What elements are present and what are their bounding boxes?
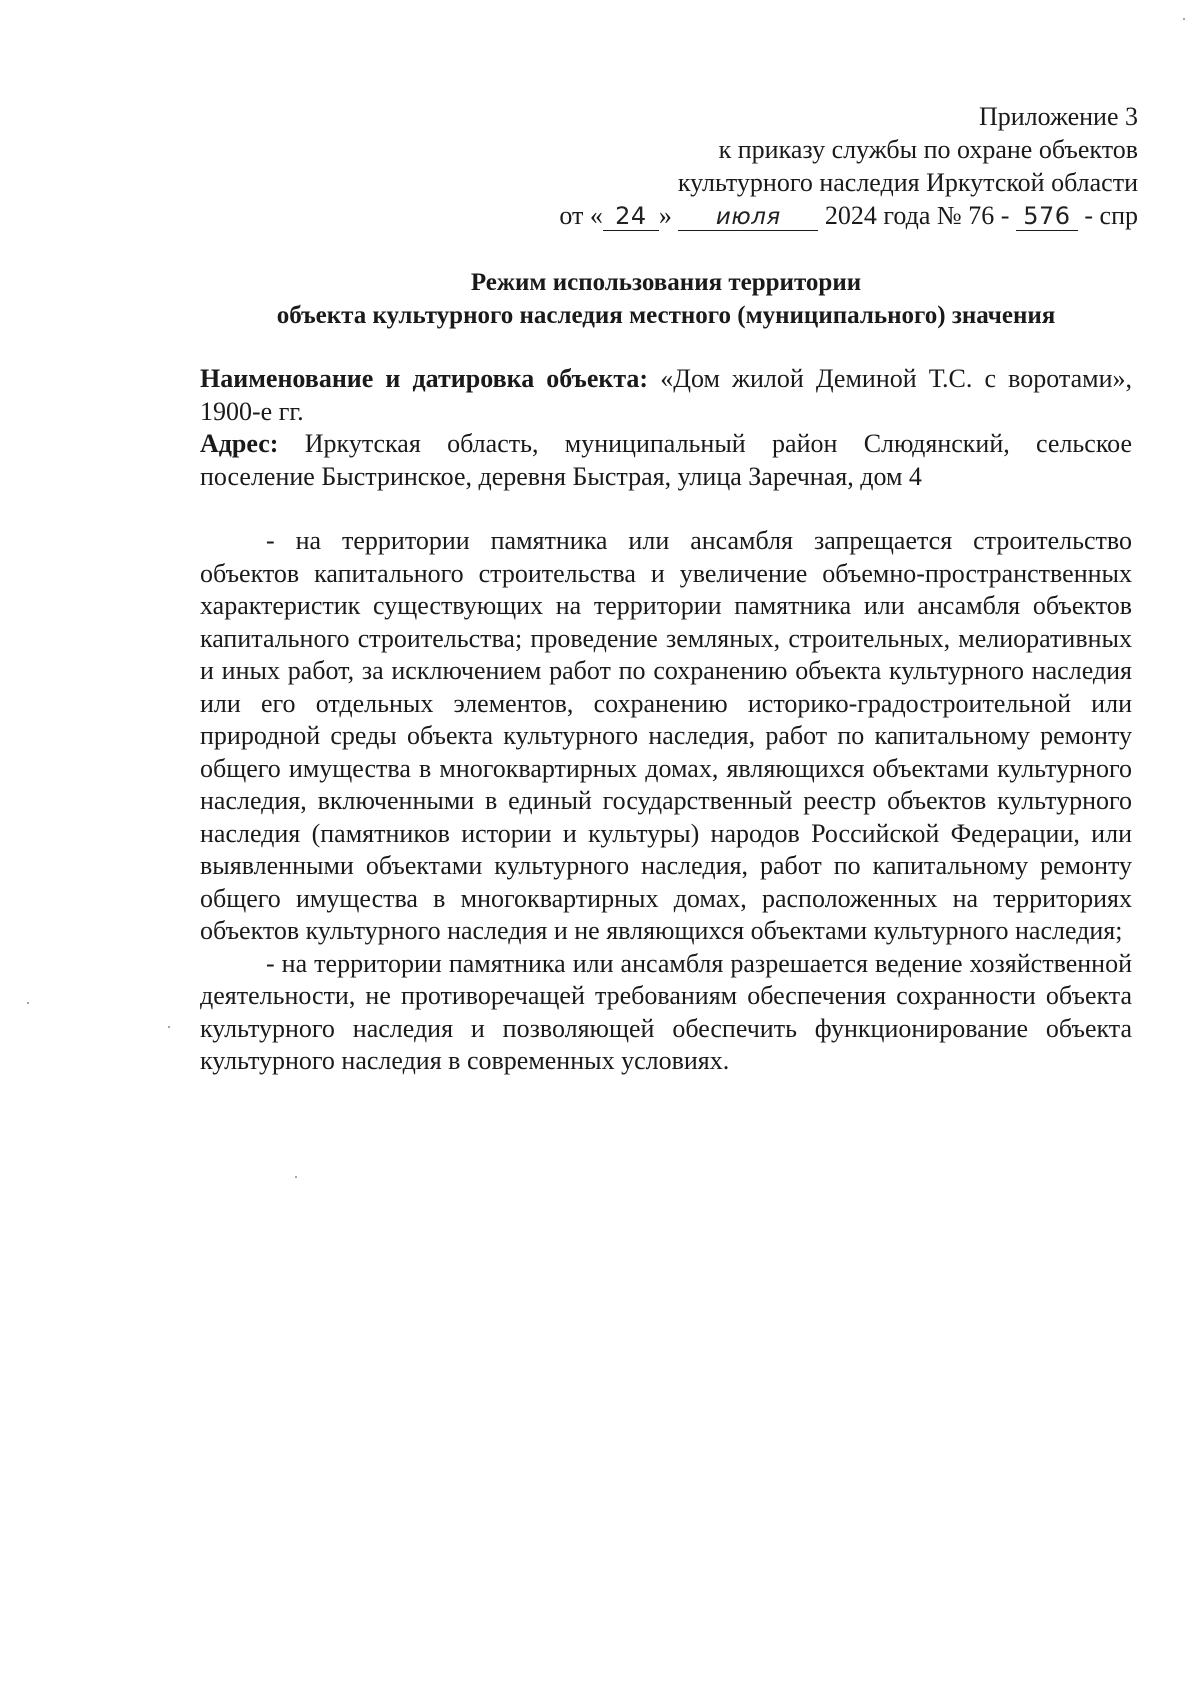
title-line-1: Режим использования территории: [470, 269, 862, 296]
title-line-2: объекта культурного наследия местного (муниципального) значения: [276, 302, 1056, 329]
scan-speck: [1183, 18, 1185, 20]
scan-speck: [27, 1002, 29, 1004]
rule-prohibitions: - на территории памятника или ансамбля запрещается строительство объектов капитального строительства и увеличение объемно-пространственных характеристик существующих на территории памятника или ансамбля объектов капитального строительства; проведение земляных, строительных, мелиоративных и иных работ, за исключением работ по сохранению объекта культурного наследия или его отдельных элементов, сохранению историко-градостроительной или природной среды объекта культурного наследия, работ по капитальному ремонту общего имущества в многоквартирных домах, являющихся объектами культурного наследия, включенными в единый государственный реестр объектов культурного наследия (памятников истории и культуры) народов Российской Федерации, или выявленными объектами культурного наследия, работ по капитальному ремонту общего имущества в многоквартирных домах, расположенных на территориях объектов культурного наследия и не являющихся объектами культурного наследия;: [200, 526, 1132, 945]
order-number-blank: [1016, 204, 1078, 231]
object-details: [200, 363, 1132, 493]
date-year-text: 2024 года № 76 -: [824, 201, 1010, 230]
order-reference-line-2: культурного наследия Иркутской области: [677, 168, 1138, 197]
date-day: 24: [615, 202, 647, 230]
object-name-label: Наименование и датировка объекта:: [200, 364, 649, 393]
object-address-value: Иркутская область, муниципальный район Слюдянский, сельское поселение Быстринское, деревня Быстрая, улица Заречная, дом 4: [200, 429, 1132, 491]
order-reference-line-1: к приказу службы по охране объектов: [718, 135, 1138, 164]
scan-speck: [168, 1026, 170, 1028]
object-address-label: Адрес:: [200, 429, 279, 458]
rule-permissions: - на территории памятника или ансамбля разрешается ведение хозяйственной деятельности, не противоречащей требованиям обеспечения сохранности объекта культурного наследия и позволяющей обеспечить функционирование объекта культурного наследия в современных условиях.: [200, 948, 1132, 1075]
date-mid: »: [658, 201, 672, 230]
order-date-line: [438, 199, 1138, 232]
date-month-blank: [678, 204, 818, 231]
date-month: июля: [715, 204, 781, 230]
object-address-paragraph: [200, 428, 1132, 493]
order-number: 576: [1023, 202, 1071, 230]
object-name-paragraph: [200, 363, 1132, 428]
date-prefix: от «: [559, 201, 603, 230]
usage-rules: [200, 525, 1132, 1078]
document-title: [200, 266, 1132, 332]
appendix-header: [438, 100, 1138, 232]
appendix-label: Приложение 3: [978, 102, 1138, 131]
date-day-blank: [603, 204, 659, 231]
scan-speck: [295, 1176, 297, 1178]
order-suffix: - спр: [1084, 201, 1138, 230]
object-name-value: «Дом жилой Деминой Т.С. с воротами», 1900-е гг.: [200, 364, 1132, 426]
